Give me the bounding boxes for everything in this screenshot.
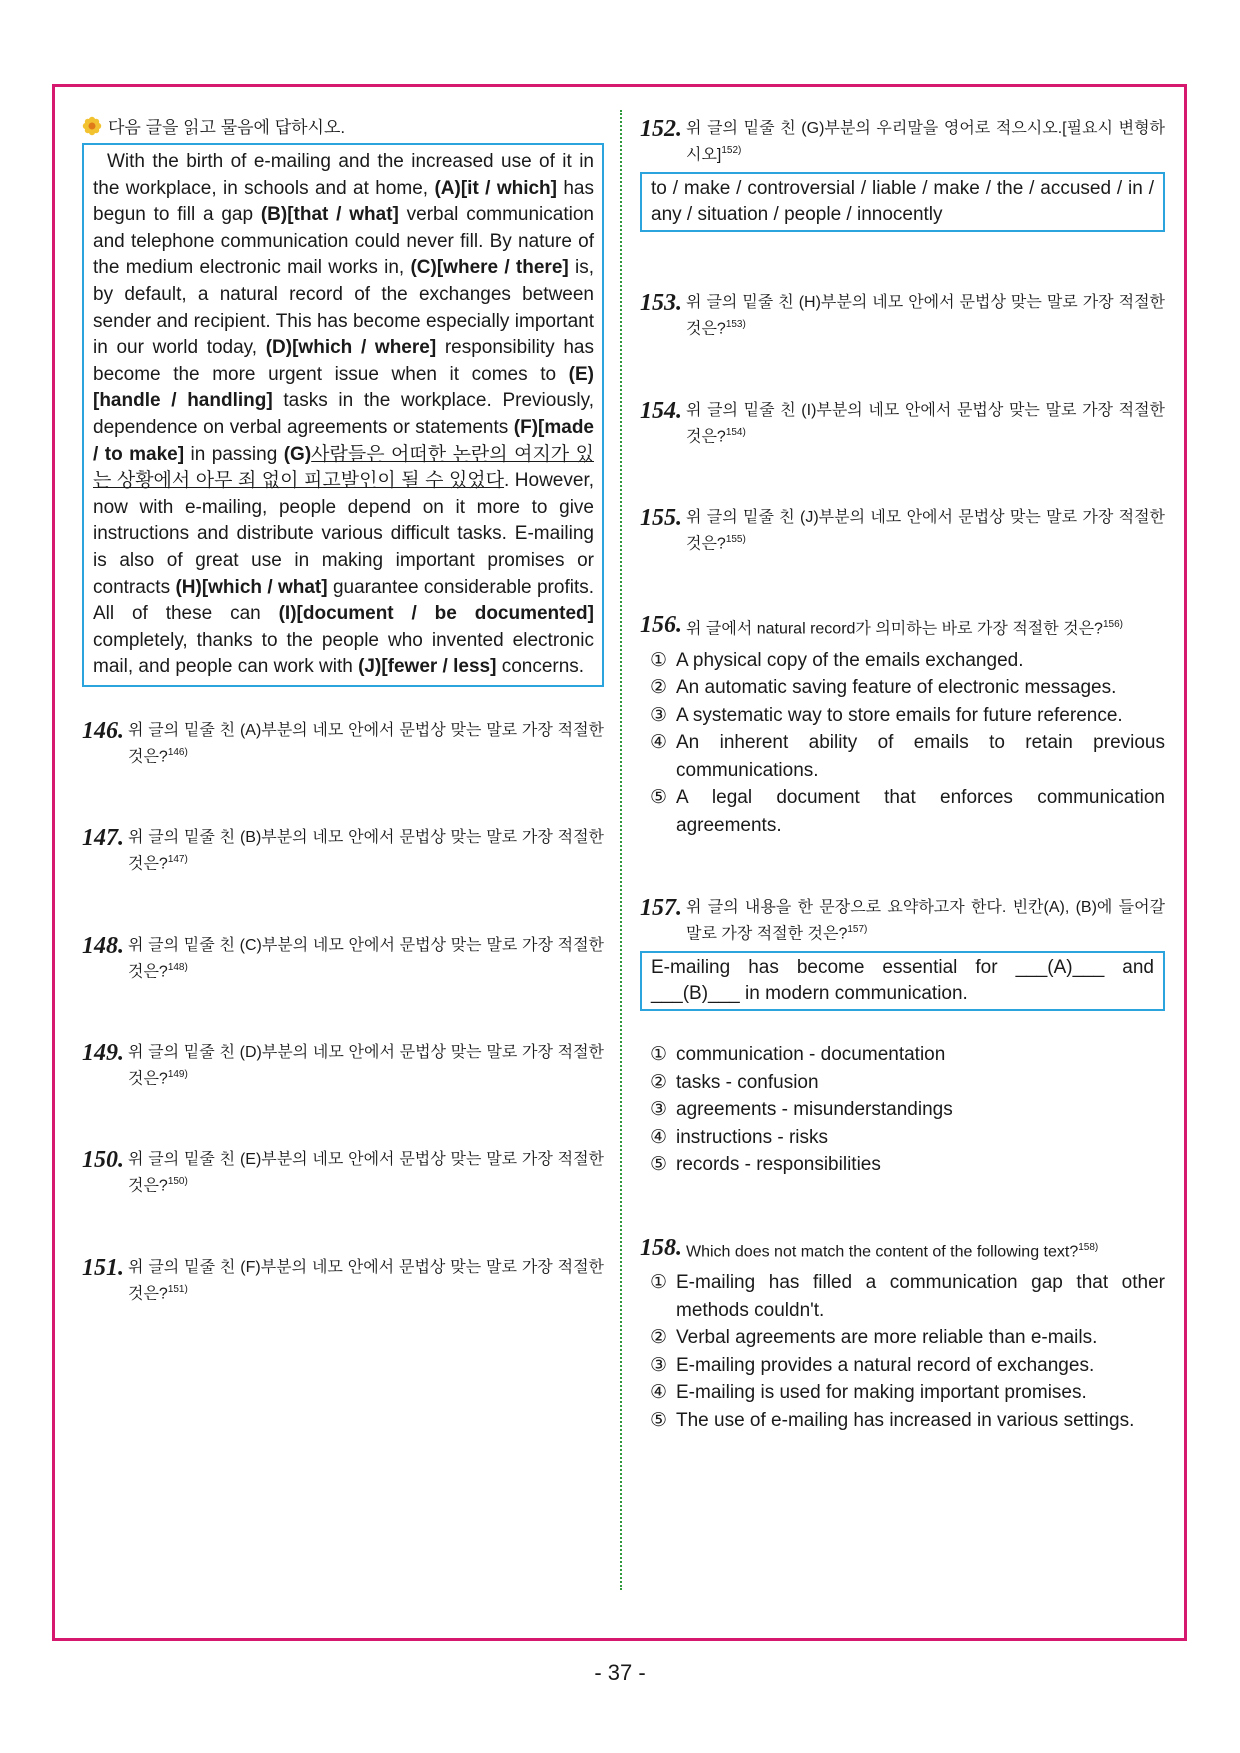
answer-option[interactable] [640,1379,1165,1407]
option-mark: ⑤ [650,1154,668,1176]
passage-text: responsibility has become the more urgent issue when it comes to [93,337,594,385]
answer-option[interactable] [640,1407,1165,1435]
passage-text: completely, thanks to the people who invented electronic mail, and people can work with [93,629,594,678]
choice-c: (C)[where / there] [410,257,569,279]
question-text: 위 글의 밑줄 친 (B)부분의 네모 안에서 문법상 맞는 말로 가장 적절한 것은? [128,829,604,873]
question-154 [640,397,1165,448]
footnote-ref: 156) [1102,619,1123,631]
word-bank: to / make / controversial / liable / make / the / accused / in / any / situation / people / innocently [640,172,1165,232]
question-text: 위 글의 밑줄 친 (F)부분의 네모 안에서 문법상 맞는 말로 가장 적절한 것은? [128,1258,604,1302]
passage-text: concerns. [496,656,585,678]
question-text: 위 글에서 natural record가 의미하는 바로 가장 적절한 것은? [686,620,1103,638]
reading-passage [82,143,604,687]
answer-option[interactable] [640,729,1165,784]
answer-option[interactable] [640,1069,1165,1097]
question-151 [82,1254,604,1305]
question-156 [640,614,1165,839]
option-mark: ① [650,1044,668,1066]
footnote-ref: 148) [167,961,188,973]
answer-option[interactable] [640,674,1165,702]
question-number: 157. [640,895,682,922]
option-mark: ⑤ [650,787,668,809]
option-mark: ③ [650,1354,668,1376]
option-mark: ⑤ [650,1409,668,1431]
option-mark: ① [650,649,668,671]
question-147 [82,827,604,875]
right-column [640,118,1165,1434]
option-text: agreements - misunderstandings [676,1099,953,1121]
option-text: A legal document that enforces communication agreements. [676,787,1165,836]
question-number: 147. [82,825,124,852]
option-text: communication - documentation [676,1044,946,1066]
passage-text: tasks in the workplace. Previously, dependence on verbal agreements or statements [93,390,594,438]
instruction-text: 다음 글을 읽고 물음에 답하시오. [108,118,346,137]
question-text: 위 글의 밑줄 친 (J)부분의 네모 안에서 문법상 맞는 말로 가장 적절한 것은? [686,508,1165,553]
choice-h: (H)[which / what] [175,576,328,598]
option-mark: ② [650,1071,668,1093]
question-text: 위 글의 밑줄 친 (H)부분의 네모 안에서 문법상 맞는 말로 가장 적절한 것은? [686,294,1165,338]
option-mark: ② [650,677,668,699]
question-number: 152. [640,116,682,142]
option-text: Verbal agreements are more reliable than e-mails. [676,1327,1098,1349]
question-text: 위 글의 밑줄 친 (I)부분의 네모 안에서 문법상 맞는 말로 가장 적절한 것은? [686,401,1165,445]
option-text: records - responsibilities [676,1154,881,1176]
question-155 [640,504,1165,555]
option-text: E-mailing is used for making important promises. [676,1382,1087,1404]
question-number: 150. [82,1147,124,1174]
option-mark: ② [650,1327,668,1349]
answer-option[interactable] [640,1124,1165,1152]
footnote-ref: 151) [167,1283,188,1295]
answer-options [640,1269,1165,1434]
question-text: 위 글의 밑줄 친 (C)부분의 네모 안에서 문법상 맞는 말로 가장 적절한 것은? [128,936,604,980]
option-text: E-mailing has filled a communication gap that other methods couldn't. [676,1272,1165,1321]
question-number: 154. [640,397,682,424]
option-mark: ④ [650,1126,668,1148]
option-text: The use of e-mailing has increased in various settings. [676,1409,1135,1431]
option-text: tasks - confusion [676,1071,819,1093]
option-mark: ③ [650,1099,668,1121]
question-text: 위 글의 밑줄 친 (E)부분의 네모 안에서 문법상 맞는 말로 가장 적절한 것은? [128,1151,604,1195]
footnote-ref: 154) [725,426,746,438]
question-text: 위 글의 밑줄 친 (A)부분의 네모 안에서 문법상 맞는 말로 가장 적절한 것은? [128,721,604,766]
question-number: 151. [82,1254,124,1281]
footnote-ref: 158) [1078,1241,1099,1253]
question-148 [82,932,604,983]
choice-i: (I)[document / be documented] [278,603,594,625]
footnote-ref: 155) [725,533,746,545]
question-157 [640,897,1165,1179]
flower-icon [82,116,102,136]
answer-option[interactable] [640,1151,1165,1179]
answer-option[interactable] [640,1352,1165,1380]
instruction [82,113,604,138]
question-149 [82,1039,604,1090]
option-text: A physical copy of the emails exchanged. [676,649,1024,671]
option-mark: ③ [650,704,668,726]
footnote-ref: 157) [847,924,868,936]
passage-text: guarantee considerable profits. All of these can [93,576,594,625]
answer-options [640,1041,1165,1179]
passage-text: With the birth of e-mailing and the increased use of it in the workplace, in schools and at home, [93,151,594,199]
answer-option[interactable] [640,1041,1165,1069]
answer-option[interactable] [640,702,1165,730]
column-divider [620,110,622,1590]
option-mark: ④ [650,732,668,754]
footnote-ref: 153) [725,319,746,331]
marker-g: (G) [283,443,312,465]
option-mark: ④ [650,1382,668,1404]
option-text: An automatic saving feature of electronic messages. [676,677,1117,699]
option-mark: ① [650,1272,668,1294]
question-number: 156. [640,612,682,639]
answer-option[interactable] [640,784,1165,839]
passage-text: has begun to fill a gap [93,177,594,226]
option-text: instructions - risks [676,1126,829,1148]
option-text: An inherent ability of emails to retain previous communications. [676,732,1165,781]
option-text: E-mailing provides a natural record of exchanges. [676,1354,1095,1376]
question-number: 158. [640,1234,682,1261]
passage-text: verbal communication and telephone communication could never fill. By nature of the medium electronic mail works in, [93,204,594,279]
question-number: 146. [82,717,124,744]
option-text: A systematic way to store emails for future reference. [676,704,1123,726]
answer-option[interactable] [640,1096,1165,1124]
question-text: 위 글의 내용을 한 문장으로 요약하고자 한다. 빈칸(A), (B)에 들어갈 말로 가장 적절한 것은? [686,899,1165,943]
passage-text: is, by default, a natural record of the exchanges between sender and recipient. This has become especially important in our world today, [93,257,594,359]
page-number: - 37 - [594,1660,646,1685]
underlined-korean: 사람들은 어떠한 논란의 여지가 있는 상황에서 아무 죄 없이 피고발인이 될 수 있었다 [93,443,594,492]
choice-e: (E)[handle / handling] [93,363,594,412]
footnote-ref: 147) [167,854,188,866]
choice-j: (J)[fewer / less] [358,656,497,678]
answer-option[interactable] [640,1324,1165,1352]
question-text: Which does not match the content of the following text? [686,1243,1079,1261]
question-number: 155. [640,504,682,531]
choice-b: (B)[that / what] [260,204,399,226]
answer-option[interactable] [640,647,1165,675]
footnote-ref: 150) [167,1176,188,1188]
footnote-ref: 149) [167,1068,188,1080]
question-number: 149. [82,1039,124,1066]
passage-text: in passing [184,443,284,465]
question-number: 148. [82,932,124,959]
question-152 [640,118,1165,232]
footnote-ref: 146) [167,746,188,758]
summary-box: E-mailing has become essential for ___(A)___ and ___(B)___ in modern communication. [640,951,1165,1011]
passage-text: . However, now with e-mailing, people depend on it more to give instructions and distribute various difficult tasks. E-mailing is also of great use in making important promises or contracts [93,470,595,598]
answer-option[interactable] [640,1269,1165,1324]
question-text: 위 글의 밑줄 친 (D)부분의 네모 안에서 문법상 맞는 말로 가장 적절한 것은? [128,1043,604,1088]
question-146 [82,717,604,768]
footnote-ref: 152) [721,145,742,156]
question-150 [82,1149,604,1197]
question-number: 153. [640,290,682,317]
question-text: 위 글의 밑줄 친 (G)부분의 우리말을 영어로 적으시오.[필요시 변형하시오] [686,120,1165,164]
left-column [82,113,604,1305]
answer-options [640,647,1165,840]
choice-d: (D)[which / where] [265,337,437,359]
question-153 [640,292,1165,340]
question-158 [640,1234,1165,1434]
choice-a: (A)[it / which] [434,177,557,199]
choice-f: (F)[made / to make] [93,416,594,465]
